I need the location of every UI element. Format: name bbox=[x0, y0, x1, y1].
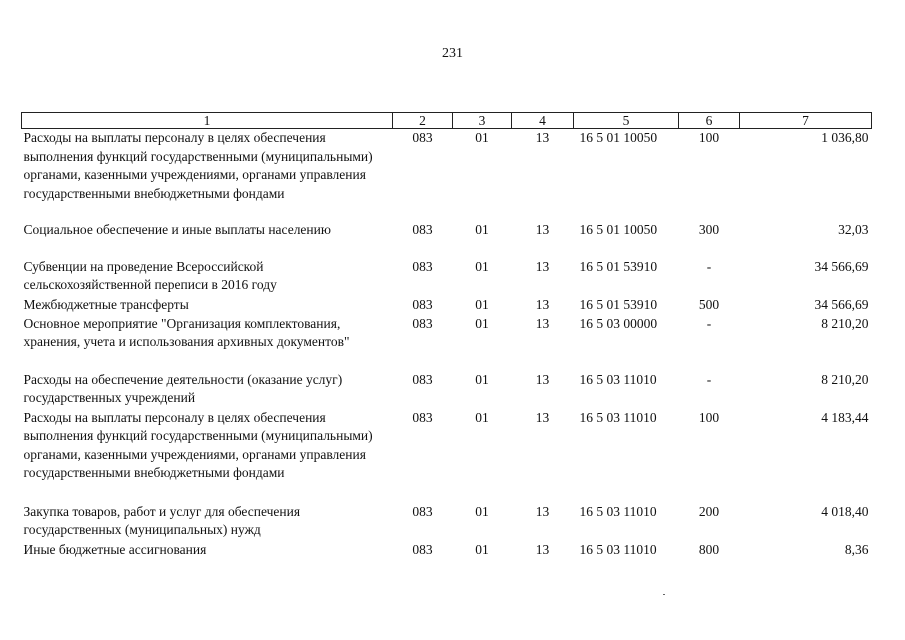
row-ministry-code: 083 bbox=[412, 541, 433, 557]
row-expense-type: - bbox=[706, 315, 712, 331]
scan-speck bbox=[663, 594, 665, 595]
row-section-code: 01 bbox=[475, 221, 489, 237]
row-target-code: 16 5 01 10050 bbox=[579, 130, 658, 145]
row-section-code: 01 bbox=[475, 371, 489, 387]
row-subsection-code: 13 bbox=[535, 409, 550, 425]
table-row bbox=[22, 371, 872, 409]
row-section-code: 01 bbox=[475, 541, 489, 557]
header-col-1: 1 bbox=[22, 113, 393, 129]
table-row bbox=[22, 296, 872, 315]
row-section-code: 01 bbox=[475, 315, 489, 331]
row-target-code: 16 5 03 11010 bbox=[579, 541, 657, 557]
row-target-code: 16 5 03 11010 bbox=[579, 409, 657, 425]
row-expense-type: 200 bbox=[698, 503, 720, 519]
row-subsection-code: 13 bbox=[535, 315, 550, 331]
header-col-4: 4 bbox=[512, 113, 574, 129]
row-target-code: 16 5 01 10050 bbox=[579, 221, 658, 237]
header-col-5: 5 bbox=[574, 113, 679, 129]
row-section-code: 01 bbox=[475, 130, 489, 145]
row-ministry-code: 083 bbox=[412, 315, 433, 331]
row-amount: 1 036,80 bbox=[821, 130, 869, 145]
table-header bbox=[22, 113, 872, 129]
budget-table bbox=[21, 112, 872, 560]
table-row bbox=[22, 315, 872, 371]
row-ministry-code: 083 bbox=[412, 130, 433, 145]
row-ministry-code: 083 bbox=[412, 371, 433, 387]
row-target-code: 16 5 03 00000 bbox=[579, 315, 658, 331]
row-name: Расходы на выплаты персоналу в целях обеспечения выполнения функций государственными (муниципальными) органами, казенными учреждениями, органами управления государственными внебюджетными фондами bbox=[23, 130, 373, 201]
table-row bbox=[22, 541, 872, 560]
row-name: Расходы на обеспечение деятельности (оказание услуг) государственных учреждений bbox=[23, 371, 343, 405]
row-name: Межбюджетные трансферты bbox=[23, 296, 189, 312]
row-target-code: 16 5 01 53910 bbox=[579, 296, 658, 312]
row-name: Социальное обеспечение и иные выплаты населению bbox=[23, 221, 331, 237]
row-expense-type: 100 bbox=[698, 409, 720, 425]
row-section-code: 01 bbox=[475, 409, 489, 425]
row-target-code: 16 5 03 11010 bbox=[579, 503, 657, 519]
header-col-2: 2 bbox=[393, 113, 453, 129]
header-col-3: 3 bbox=[453, 113, 512, 129]
row-section-code: 01 bbox=[475, 258, 489, 274]
row-amount: 34 566,69 bbox=[814, 296, 869, 312]
row-amount: 8 210,20 bbox=[821, 371, 869, 387]
row-subsection-code: 13 bbox=[535, 371, 550, 387]
row-subsection-code: 13 bbox=[535, 258, 550, 274]
row-target-code: 16 5 03 11010 bbox=[579, 371, 657, 387]
row-expense-type: 100 bbox=[698, 130, 720, 145]
header-col-7: 7 bbox=[740, 113, 872, 129]
row-amount: 4 183,44 bbox=[821, 409, 869, 425]
table-row bbox=[22, 258, 872, 296]
row-amount: 4 018,40 bbox=[821, 503, 869, 519]
header-row bbox=[22, 113, 872, 129]
row-section-code: 01 bbox=[475, 296, 489, 312]
row-name: Закупка товаров, работ и услуг для обеспечения государственных (муниципальных) нужд bbox=[23, 503, 301, 537]
row-subsection-code: 13 bbox=[535, 296, 550, 312]
row-subsection-code: 13 bbox=[535, 503, 550, 519]
row-section-code: 01 bbox=[475, 503, 489, 519]
row-ministry-code: 083 bbox=[412, 503, 433, 519]
row-expense-type: - bbox=[706, 258, 712, 274]
page-number: 231 bbox=[442, 46, 463, 61]
header-col-6: 6 bbox=[679, 113, 740, 129]
table-row bbox=[22, 129, 872, 221]
row-name: Расходы на выплаты персоналу в целях обеспечения выполнения функций государственными (муниципальными) органами, казенными учреждениями, органами управления государственными внебюджетными фондами bbox=[23, 409, 373, 480]
row-name: Субвенции на проведение Всероссийской сельскохозяйственной переписи в 2016 году bbox=[23, 258, 277, 292]
row-amount: 8,36 bbox=[844, 541, 869, 557]
row-ministry-code: 083 bbox=[412, 258, 433, 274]
row-name: Основное мероприятие "Организация комплектования, хранения, учета и использования архивных документов" bbox=[23, 315, 350, 349]
row-ministry-code: 083 bbox=[412, 409, 433, 425]
table-body bbox=[22, 129, 872, 560]
row-subsection-code: 13 bbox=[535, 221, 550, 237]
row-expense-type: 500 bbox=[698, 296, 720, 312]
row-amount: 8 210,20 bbox=[821, 315, 869, 331]
row-expense-type: 300 bbox=[698, 221, 720, 237]
table-row bbox=[22, 221, 872, 258]
row-expense-type: 800 bbox=[698, 541, 720, 557]
row-ministry-code: 083 bbox=[412, 221, 433, 237]
table-row bbox=[22, 409, 872, 503]
row-subsection-code: 13 bbox=[535, 541, 550, 557]
row-ministry-code: 083 bbox=[412, 296, 433, 312]
row-expense-type: - bbox=[706, 371, 712, 387]
row-name: Иные бюджетные ассигнования bbox=[23, 541, 207, 557]
row-target-code: 16 5 01 53910 bbox=[579, 258, 658, 274]
table-row bbox=[22, 503, 872, 541]
row-subsection-code: 13 bbox=[535, 130, 550, 145]
row-amount: 32,03 bbox=[838, 221, 869, 237]
row-amount: 34 566,69 bbox=[814, 258, 869, 274]
